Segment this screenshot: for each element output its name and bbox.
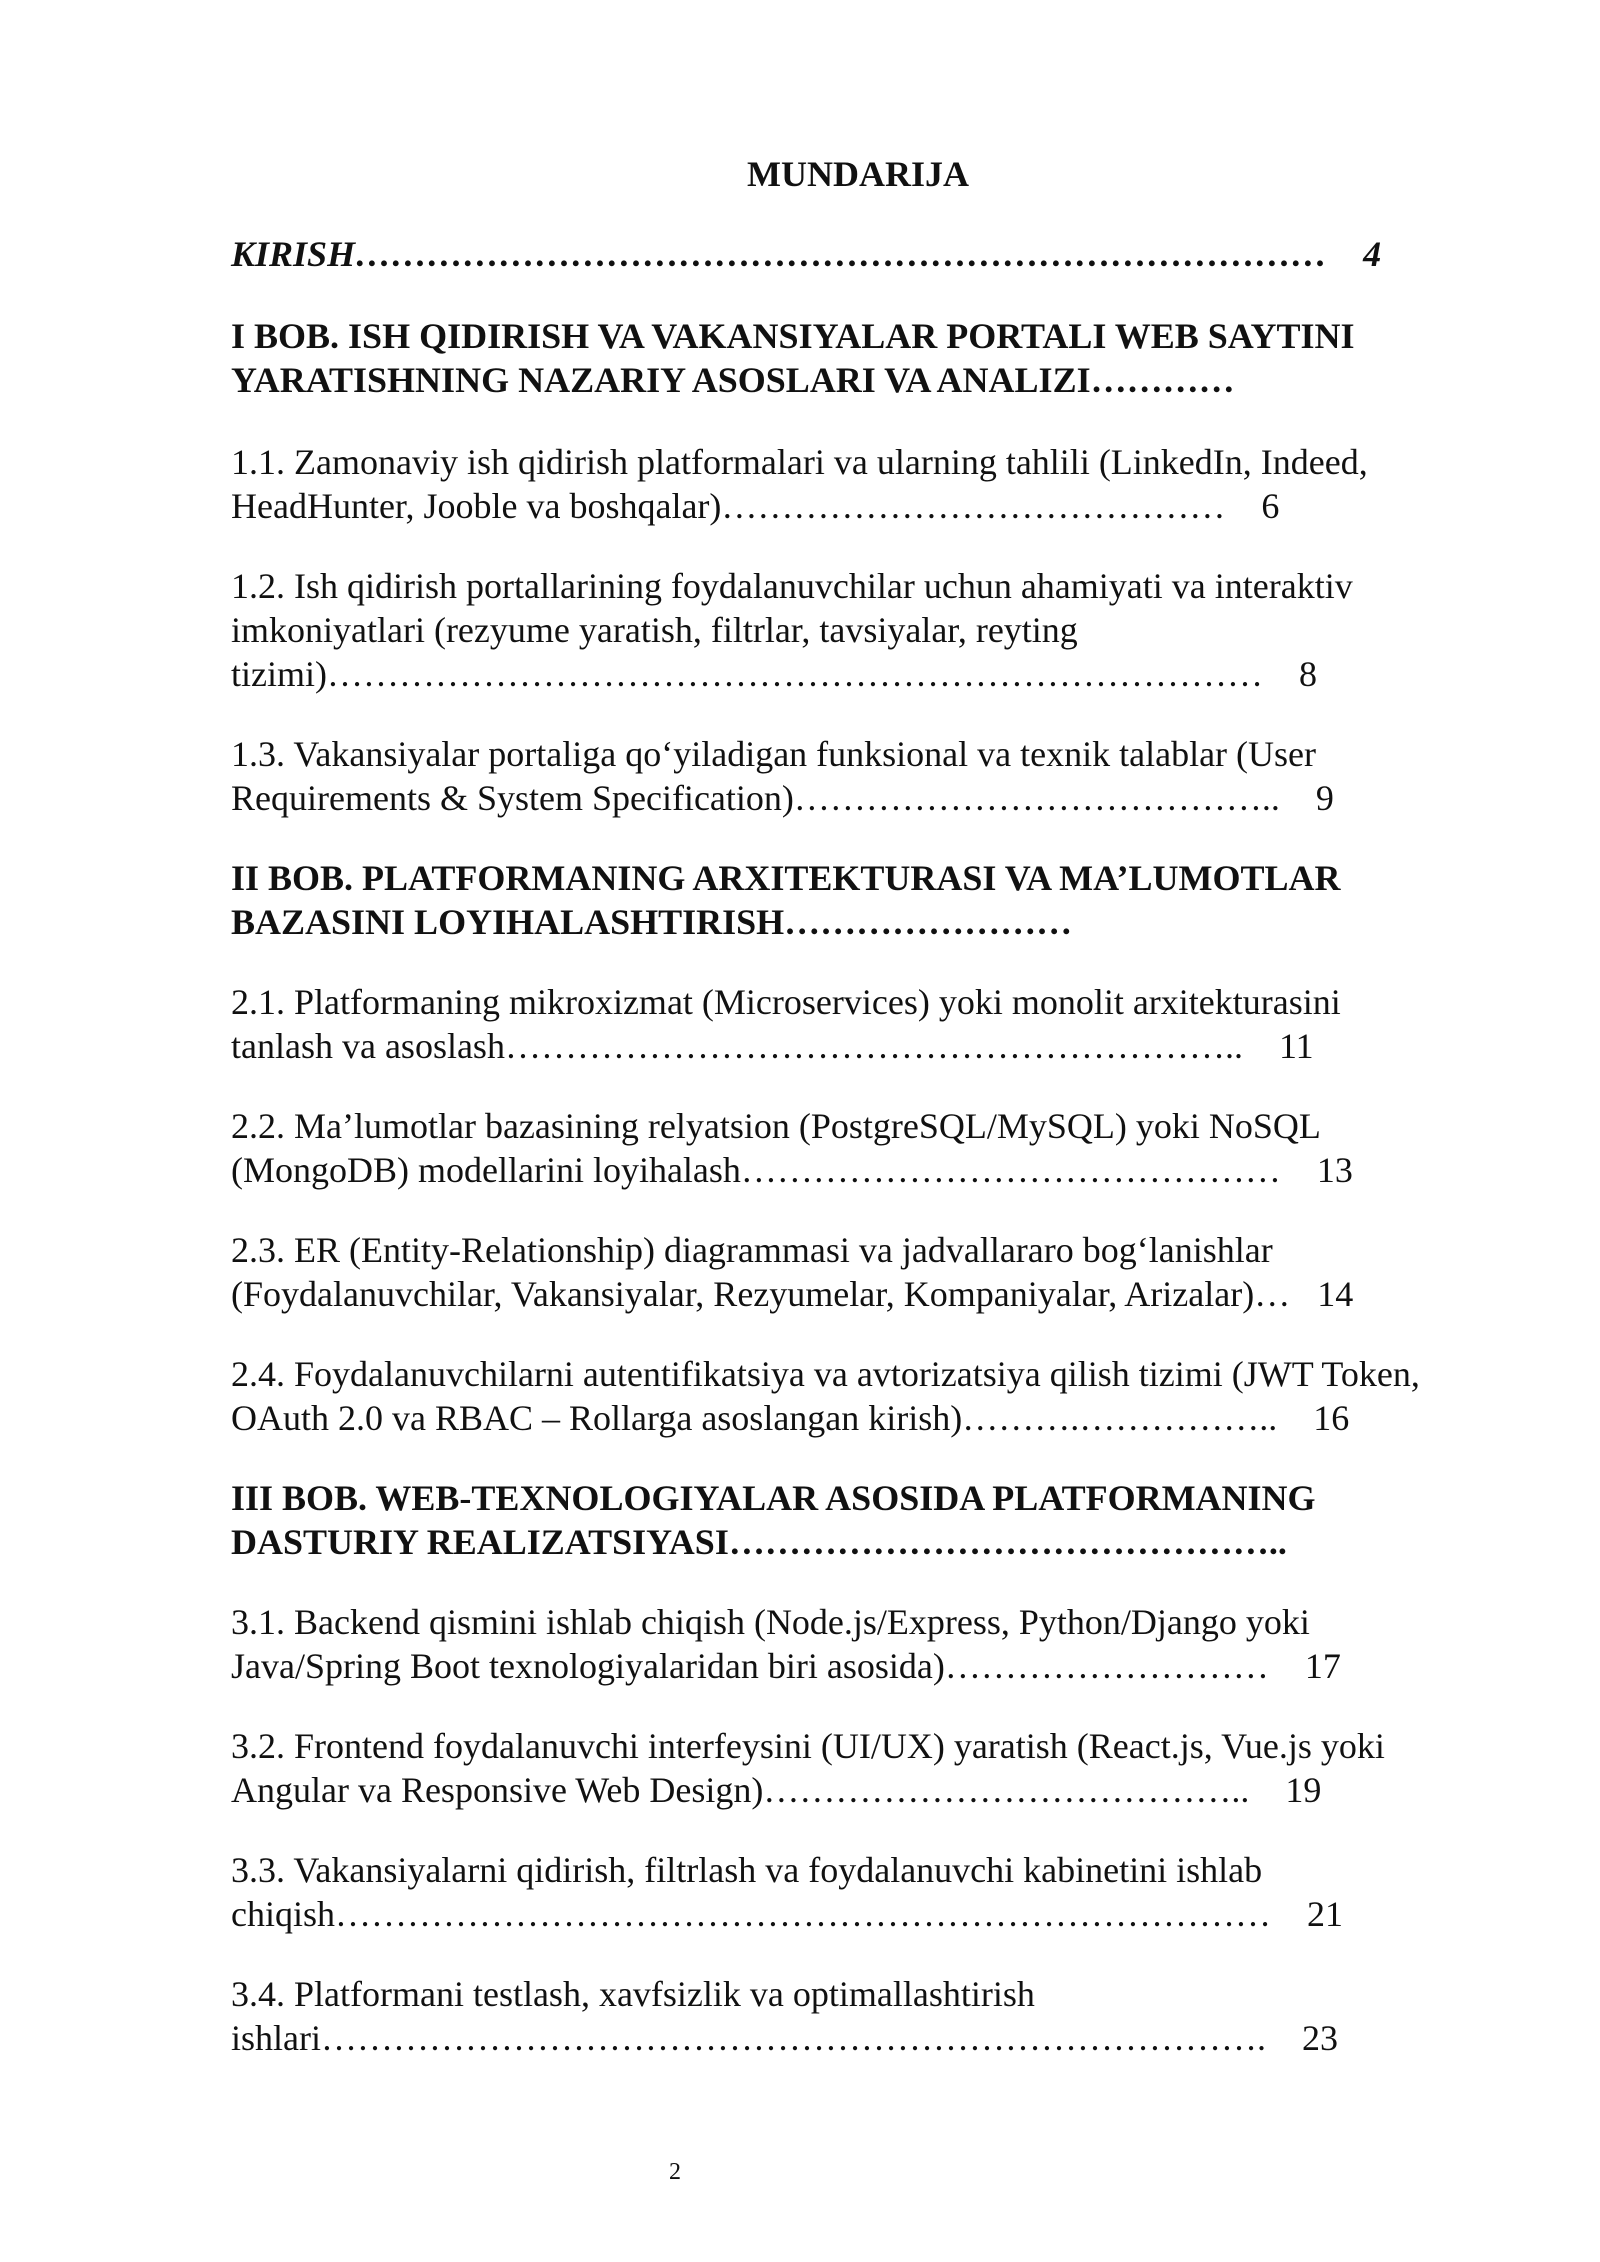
toc-line: YARATISHNING NAZARIY ASOSLARI VA ANALIZI………… [231, 360, 1235, 400]
toc-line: Java/Spring Boot texnologiyalaridan biri asosida)……………………… 17 [231, 1646, 1341, 1686]
page-title: MUNDARIJA [747, 154, 969, 194]
toc-entry-chapter-1 [231, 314, 1354, 402]
toc-line: HeadHunter, Jooble va boshqalar)…………………………………… 6 [231, 486, 1280, 526]
page-number: 2 [669, 2159, 681, 2185]
toc-line: Angular va Responsive Web Design)………………………………….. 19 [231, 1770, 1322, 1810]
toc-line: 2.3. ER (Entity-Relationship) diagrammasi va jadvallararo bog‘lanishlar [231, 1230, 1273, 1270]
toc-entry-2-2 [231, 1104, 1353, 1192]
toc-line: 3.3. Vakansiyalarni qidirish, filtrlash va foydalanuvchi kabinetini ishlab [231, 1850, 1263, 1890]
toc-line: 2.2. Ma’lumotlar bazasining relyatsion (PostgreSQL/MySQL) yoki NoSQL [231, 1106, 1321, 1146]
toc-line: Requirements & System Specification)………………………………….. 9 [231, 778, 1334, 818]
toc-line: (MongoDB) modellarini loyihalash……………………………………… 13 [231, 1150, 1353, 1190]
toc-entry-2-1 [231, 980, 1341, 1068]
toc-entry-kirish [231, 232, 1381, 276]
toc-line: II BOB. PLATFORMANING ARXITEKTURASI VA MA’LUMOTLAR [231, 858, 1341, 898]
toc-entry-3-1 [231, 1600, 1341, 1688]
toc-entry-3-2 [231, 1724, 1385, 1812]
toc-line: 2.1. Platformaning mikroxizmat (Microservices) yoki monolit arxitekturasini [231, 982, 1341, 1022]
toc-line: 3.2. Frontend foydalanuvchi interfeysini (UI/UX) yaratish (React.js, Vue.js yoki [231, 1726, 1385, 1766]
toc-entry-3-4 [231, 1972, 1338, 2060]
toc-line: OAuth 2.0 va RBAC – Rollarga asoslangan kirish)……….…………….. 16 [231, 1398, 1350, 1438]
toc-entry-1-2 [231, 564, 1353, 696]
toc-entry-chapter-3 [231, 1476, 1316, 1564]
toc-line: 3.1. Backend qismini ishlab chiqish (Node.js/Express, Python/Django yoki [231, 1602, 1310, 1642]
toc-line: DASTURIY REALIZATSIYASI……………………………………….. [231, 1522, 1287, 1562]
toc-entry-chapter-2 [231, 856, 1340, 944]
toc-line: imkoniyatlari (rezyume yaratish, filtrlar, tavsiyalar, reyting [231, 610, 1078, 650]
toc-line: BAZASINI LOYIHALASHTIRISH…………………… [231, 902, 1073, 942]
toc-line: III BOB. WEB-TEXNOLOGIYALAR ASOSIDA PLATFORMANING [231, 1478, 1316, 1518]
toc-line: 2.4. Foydalanuvchilarni autentifikatsiya va avtorizatsiya qilish tizimi (JWT Token, [231, 1354, 1420, 1394]
toc-entry-2-3 [231, 1228, 1353, 1316]
toc-entry-2-4 [231, 1352, 1420, 1440]
toc-line: I BOB. ISH QIDIRISH VA VAKANSIYALAR PORTALI WEB SAYTINI [231, 316, 1355, 356]
toc-line: KIRISH……………………………………………………………………… 4 [231, 234, 1382, 274]
toc-line: 1.3. Vakansiyalar portaliga qo‘yiladigan funksional va texnik talablar (User [231, 734, 1317, 774]
toc-line: 1.1. Zamonaviy ish qidirish platformalari va ularning tahlili (LinkedIn, Indeed, [231, 442, 1368, 482]
toc-line: tizimi)…………………………………………………………………… 8 [231, 654, 1317, 694]
toc-line: chiqish…………………………………………………………………… 21 [231, 1894, 1343, 1934]
toc-entry-1-1 [231, 440, 1368, 528]
toc-entry-1-3 [231, 732, 1334, 820]
toc-line: ishlari……………………………………………………………………. 23 [231, 2018, 1338, 2058]
toc-line: (Foydalanuvchilar, Vakansiyalar, Rezyumelar, Kompaniyalar, Arizalar)… 14 [231, 1274, 1354, 1314]
toc-line: 3.4. Platformani testlash, xavfsizlik va optimallashtirish [231, 1974, 1035, 2014]
toc-entry-3-3 [231, 1848, 1343, 1936]
toc-line: 1.2. Ish qidirish portallarining foydalanuvchilar uchun ahamiyati va interaktiv [231, 566, 1353, 606]
toc-line: tanlash va asoslash…………………………………………………….. 11 [231, 1026, 1314, 1066]
